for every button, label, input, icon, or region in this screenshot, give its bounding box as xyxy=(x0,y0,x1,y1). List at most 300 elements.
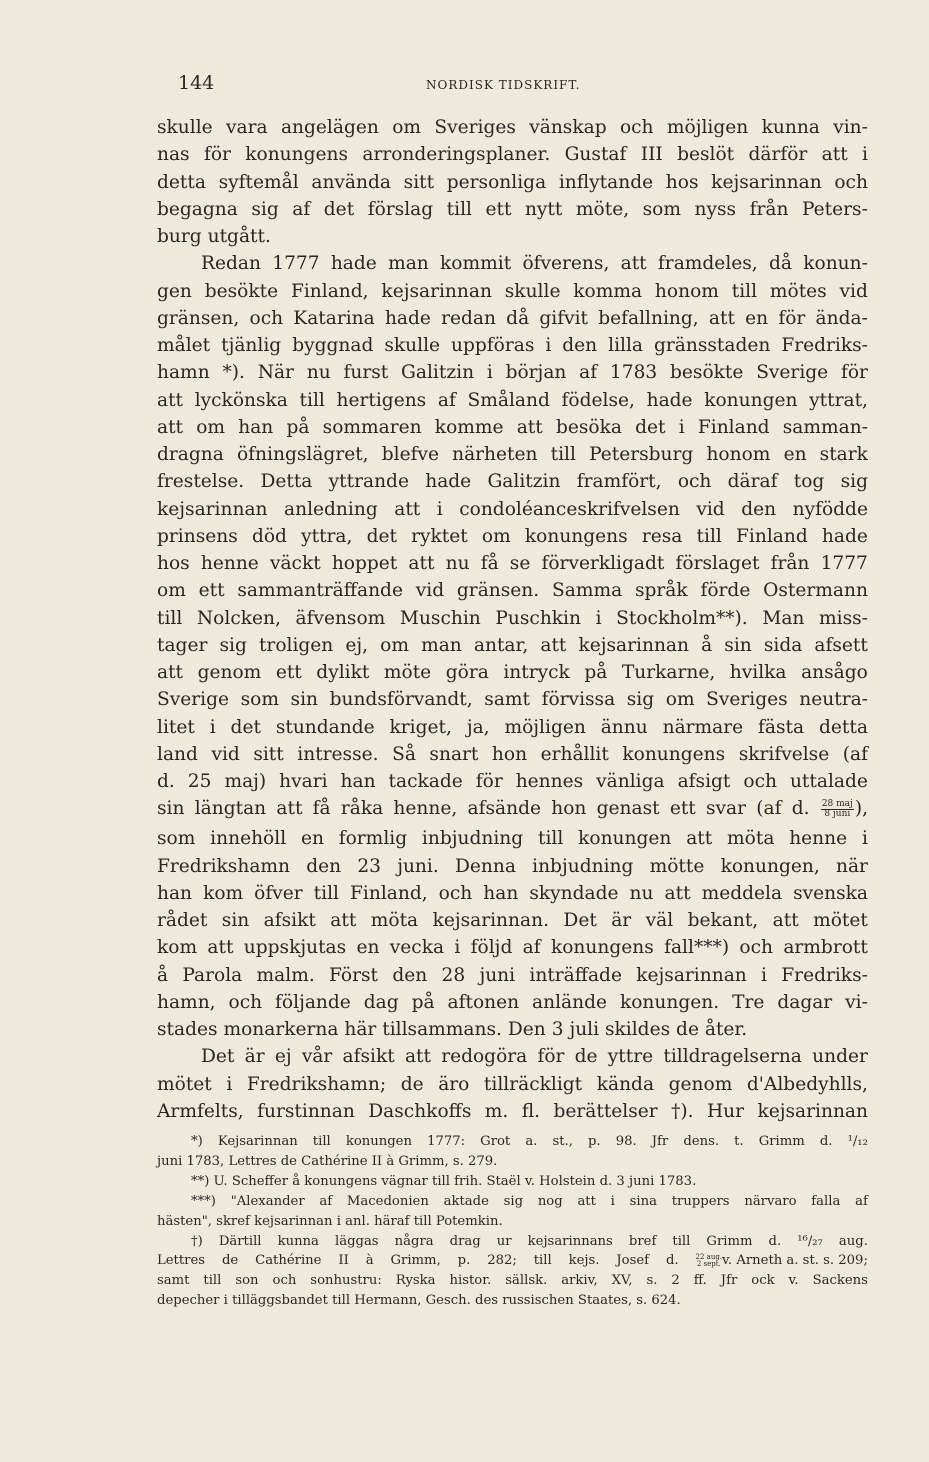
word: 28 xyxy=(441,964,466,986)
word: henne xyxy=(200,553,259,574)
word: hade xyxy=(646,389,693,411)
word: rådet xyxy=(157,910,208,931)
word: hamn, xyxy=(157,991,216,1013)
word: des xyxy=(475,1293,503,1309)
word: af xyxy=(522,937,541,959)
word: man xyxy=(421,634,462,656)
word: bekant, xyxy=(687,910,759,931)
word: vägnar xyxy=(381,1173,433,1189)
footnote-line xyxy=(157,1152,868,1172)
word: angelägen xyxy=(280,117,379,138)
word: konungen xyxy=(345,1134,412,1149)
word: blefve xyxy=(381,444,439,465)
word: condoléanceskrifvelsen xyxy=(459,498,680,520)
word: ända- xyxy=(815,307,868,329)
word: genom xyxy=(197,662,262,683)
word: kejsarinnan xyxy=(636,964,747,986)
word: konungen, xyxy=(720,855,820,877)
word: Cathérine xyxy=(255,1253,322,1269)
word: gifvit xyxy=(539,307,589,329)
word: skulle xyxy=(384,335,441,356)
page-number: 144 xyxy=(178,72,215,94)
word: skref xyxy=(216,1213,255,1229)
word: möjligen xyxy=(504,716,586,738)
word: Macedonien xyxy=(346,1193,429,1209)
word: hvari xyxy=(279,771,328,792)
word: II xyxy=(371,1153,387,1169)
text-line xyxy=(157,468,868,495)
word: besökte xyxy=(204,280,279,302)
word: à xyxy=(365,1253,374,1269)
word: hade xyxy=(821,525,868,547)
word: förverkligadt xyxy=(541,553,665,574)
text-line xyxy=(157,962,868,989)
word: kejs. xyxy=(568,1253,600,1269)
word: öfverens, xyxy=(522,253,610,275)
word: troligen xyxy=(258,634,334,656)
word: frih. xyxy=(454,1173,487,1189)
text-line xyxy=(157,880,868,907)
word: framfört, xyxy=(576,471,662,493)
word: Finland xyxy=(697,416,770,438)
word: kom xyxy=(157,937,198,959)
word: 3 xyxy=(616,1173,630,1189)
word: då xyxy=(768,253,792,275)
word: yttre xyxy=(607,1046,654,1068)
word: Jfr xyxy=(720,1273,738,1289)
word: svenska xyxy=(793,882,868,904)
word: s. xyxy=(636,1293,652,1309)
word: och xyxy=(619,117,654,138)
word: mötes xyxy=(769,280,827,302)
word: som xyxy=(240,689,279,711)
word: sig xyxy=(251,198,279,220)
word: 1777: xyxy=(427,1134,466,1149)
word: Först xyxy=(329,964,379,986)
word: d. xyxy=(819,1134,833,1149)
word: på xyxy=(584,662,608,683)
word: furstinnan xyxy=(257,1100,355,1122)
word: vin- xyxy=(833,117,868,138)
word: Parola xyxy=(182,964,243,986)
word: formlig xyxy=(338,828,408,850)
word: nyss xyxy=(694,198,737,220)
word: stark xyxy=(819,444,868,465)
word: det xyxy=(635,416,666,438)
word: gränsen, xyxy=(157,307,240,329)
word: Finland xyxy=(736,525,808,547)
word: Gesch. xyxy=(425,1293,475,1309)
word: beslöt xyxy=(677,144,735,166)
word: ej xyxy=(274,1046,292,1068)
word: få xyxy=(480,553,499,574)
word: aftonen xyxy=(447,991,520,1013)
word: Småland xyxy=(467,389,550,411)
word: målet xyxy=(157,335,211,356)
word: falla xyxy=(811,1193,841,1209)
word: afsände xyxy=(467,798,541,820)
word: sin xyxy=(290,689,318,711)
word: till xyxy=(672,1233,691,1249)
word: från xyxy=(749,198,789,220)
word: s. xyxy=(646,1273,658,1289)
word: Peters- xyxy=(801,198,868,220)
word: furst xyxy=(343,362,389,384)
word: Stockholm**). xyxy=(616,607,748,629)
word: förde xyxy=(700,580,751,602)
word: inträffade xyxy=(529,964,622,986)
word: Finland, xyxy=(290,280,369,302)
word: II xyxy=(338,1253,349,1269)
word: konun- xyxy=(803,253,868,275)
word: konungens xyxy=(245,144,349,166)
word: för xyxy=(203,144,231,166)
word: hertigens xyxy=(336,389,427,411)
word: till xyxy=(731,280,758,302)
word: intryck xyxy=(503,662,570,683)
word: d. xyxy=(599,1173,617,1189)
word: Staël xyxy=(486,1173,525,1189)
word: kejsarinnan xyxy=(254,1213,337,1229)
word: ej, xyxy=(345,634,369,656)
word: till xyxy=(299,389,325,411)
word: som xyxy=(157,828,196,850)
word: Fredrikshamn xyxy=(157,855,291,877)
word: kejsarinnan xyxy=(578,634,689,656)
word: ur xyxy=(496,1233,512,1249)
word: att xyxy=(207,937,234,959)
word: yttra, xyxy=(301,525,353,547)
word: redogöra xyxy=(441,1046,528,1068)
word: gen xyxy=(157,280,192,302)
word: Samma xyxy=(552,580,623,602)
word: för xyxy=(475,771,503,792)
word: i xyxy=(486,362,493,384)
word: skildes xyxy=(604,1019,677,1040)
word: att xyxy=(408,553,435,574)
word: till xyxy=(332,1293,355,1309)
word: histor. xyxy=(449,1273,492,1289)
word: juni xyxy=(479,964,516,986)
word: den xyxy=(741,498,777,520)
word: komme xyxy=(434,416,504,438)
word: om xyxy=(380,634,409,656)
word: samt xyxy=(484,689,531,711)
fraction-numerator: 22 aug. xyxy=(695,1252,723,1261)
text-line xyxy=(157,714,868,741)
word: de xyxy=(574,1046,598,1068)
footnote-line xyxy=(157,1271,868,1291)
word: som xyxy=(642,198,682,220)
word: början xyxy=(505,362,567,384)
word: afsigt xyxy=(677,771,731,792)
word: att xyxy=(404,1046,431,1068)
word: det xyxy=(323,198,355,220)
word: Sverige xyxy=(157,689,229,711)
word: skulle xyxy=(157,117,213,138)
word: utgått. xyxy=(207,226,271,247)
word: det xyxy=(230,716,261,738)
word: att xyxy=(330,910,357,931)
word: tjänlig xyxy=(221,335,282,356)
word: han xyxy=(238,416,274,438)
word: ¹/₁₂ xyxy=(847,1134,868,1149)
word: Fredrikshamn; xyxy=(246,1073,387,1095)
word: befallning, xyxy=(598,307,699,329)
text-line xyxy=(157,768,868,795)
text-line xyxy=(157,659,868,686)
word: fästa xyxy=(758,716,805,738)
word: till xyxy=(550,444,576,465)
word: i xyxy=(610,1193,615,1209)
word: neutra- xyxy=(799,689,868,711)
word: när xyxy=(835,855,868,877)
footnote-line xyxy=(157,1291,868,1311)
footnote-line xyxy=(157,1132,868,1152)
word: språk xyxy=(634,580,688,602)
word: miss- xyxy=(819,607,868,629)
word: hon xyxy=(551,798,587,820)
word: anl. xyxy=(345,1213,375,1229)
word: en xyxy=(300,828,324,850)
word: i xyxy=(678,416,685,438)
word: byggnad xyxy=(292,335,374,356)
word: till xyxy=(533,1253,552,1269)
text-line xyxy=(157,550,868,577)
word: ett xyxy=(198,580,225,602)
word: begagna xyxy=(157,198,238,220)
word: dens. xyxy=(683,1134,720,1149)
word: längtan xyxy=(194,798,267,820)
word: innehöll xyxy=(210,828,287,850)
word: (af xyxy=(842,743,868,765)
word: af xyxy=(437,389,456,411)
word: dagar xyxy=(777,991,833,1013)
word: Man xyxy=(762,607,805,629)
word: kända xyxy=(596,1073,655,1095)
word: stades xyxy=(157,1019,224,1040)
word: d. xyxy=(791,798,810,820)
word: att xyxy=(620,253,647,275)
word: till xyxy=(446,198,472,220)
word: inbjudning xyxy=(532,855,634,877)
word: Katarina xyxy=(293,307,375,329)
word: möjligen xyxy=(666,117,749,138)
word: hamn xyxy=(157,362,210,384)
word: inflytande xyxy=(558,171,654,193)
word: sig xyxy=(626,689,655,711)
word: Staates, xyxy=(577,1293,637,1309)
word: afsett xyxy=(814,634,868,656)
word: 2 xyxy=(671,1273,680,1289)
word: yttrande xyxy=(328,471,409,493)
fraction-group xyxy=(820,795,868,825)
word: samt xyxy=(157,1273,190,1289)
text-line xyxy=(157,1016,868,1043)
word: intresse. xyxy=(297,743,379,765)
word: i xyxy=(223,1293,233,1309)
word: konungen. xyxy=(619,991,720,1013)
word: sida xyxy=(763,634,803,656)
word: berättelser xyxy=(553,1100,658,1122)
word: det xyxy=(366,525,397,547)
word: malm. xyxy=(256,964,315,986)
word: och xyxy=(677,471,712,493)
word: sig xyxy=(840,471,868,493)
word: aktade xyxy=(443,1193,489,1209)
word: land xyxy=(157,743,198,765)
word: för xyxy=(537,1046,565,1068)
word: U. xyxy=(213,1173,232,1189)
word: nyfödde xyxy=(792,498,868,520)
word: hennes xyxy=(515,771,584,792)
word: Det xyxy=(563,910,597,931)
text-line xyxy=(157,632,868,659)
word: följd xyxy=(470,937,513,959)
word: sällsk. xyxy=(505,1273,548,1289)
word: d. xyxy=(665,1253,679,1269)
word: antar, xyxy=(473,634,529,656)
word: genast xyxy=(596,798,660,820)
word: henne, xyxy=(393,798,458,820)
word: Galitzin xyxy=(487,471,561,493)
word: Hur xyxy=(706,1100,745,1122)
word: tillräckligt xyxy=(483,1073,583,1095)
text-line xyxy=(157,359,868,386)
text-line xyxy=(157,853,868,880)
word: närmare xyxy=(662,716,744,738)
word: Daschkoffs xyxy=(368,1100,472,1122)
word: anledning xyxy=(284,498,378,520)
word: skyndade xyxy=(529,882,619,904)
word: Potemkin. xyxy=(435,1213,503,1229)
word: à xyxy=(386,1153,399,1169)
word: 624. xyxy=(651,1293,681,1309)
word: hade xyxy=(425,471,472,493)
word: vänskap xyxy=(529,117,607,138)
word: juni xyxy=(157,1153,187,1169)
text-line xyxy=(157,934,868,961)
word: "Alexander xyxy=(230,1193,305,1209)
word: Ryska xyxy=(395,1273,436,1289)
word: i xyxy=(226,1073,233,1095)
word: henne xyxy=(789,828,848,850)
word: att xyxy=(516,416,543,438)
word: tilldragelserna xyxy=(663,1046,802,1068)
word: d. xyxy=(768,1233,782,1249)
text-line xyxy=(157,441,868,468)
text-line xyxy=(157,1098,868,1125)
word: använda xyxy=(311,171,391,193)
word: i xyxy=(545,335,552,356)
word: sig xyxy=(503,1193,524,1209)
word: 1783 xyxy=(609,362,658,384)
word: sina xyxy=(629,1193,657,1209)
word: burg xyxy=(157,226,208,247)
word: att xyxy=(394,498,421,520)
word: Detta xyxy=(260,471,313,493)
word: Fredriks- xyxy=(781,335,868,356)
word: och xyxy=(228,991,263,1013)
word: v. xyxy=(788,1273,799,1289)
word: af xyxy=(855,1193,868,1209)
word: sammanträffande xyxy=(237,580,403,602)
word: d. xyxy=(157,771,175,792)
word: t. xyxy=(734,1134,744,1149)
word: besöka xyxy=(555,416,622,438)
word: om xyxy=(665,689,695,711)
footnote-line xyxy=(157,1232,868,1252)
text-line xyxy=(157,114,868,141)
word: russischen xyxy=(502,1293,578,1309)
fraction-suffix: v. Arneth a. st. s. 209; xyxy=(722,1253,868,1269)
word: öfningslägret, xyxy=(236,444,369,465)
word: sin xyxy=(221,910,250,931)
word: När xyxy=(257,362,294,384)
word: a. xyxy=(525,1134,538,1149)
word: hos xyxy=(157,553,190,574)
word: lilla xyxy=(608,335,643,356)
word: nog xyxy=(537,1193,563,1209)
word: inbjudning xyxy=(421,828,524,850)
word: att xyxy=(157,389,184,411)
text-line xyxy=(157,795,868,825)
word: de xyxy=(676,1019,705,1040)
word: i xyxy=(761,964,767,986)
word: Nolcken, xyxy=(196,607,281,629)
word: Gustaf xyxy=(564,144,627,166)
word: st., xyxy=(552,1134,573,1149)
word: †) xyxy=(191,1233,203,1249)
word: nu xyxy=(445,553,470,574)
text-line xyxy=(157,741,868,768)
word: Sveriges xyxy=(434,117,516,138)
word: ¹⁶/₂₇ xyxy=(797,1233,823,1249)
word: sin xyxy=(157,798,185,820)
word: födelse, xyxy=(561,389,635,411)
word: i xyxy=(436,498,443,520)
word: afsikt xyxy=(263,910,316,931)
word: frestelse. xyxy=(157,471,245,493)
word: följande xyxy=(275,991,351,1013)
word: de xyxy=(280,1153,302,1169)
text-line xyxy=(157,250,868,277)
word: möte, xyxy=(575,198,630,220)
fraction-numerator: 28 maj xyxy=(821,798,853,809)
word: kejsarinnans xyxy=(527,1233,613,1249)
word: ansågo xyxy=(801,662,868,683)
word: råka xyxy=(340,798,384,820)
text-line xyxy=(157,223,868,250)
word: gränsstaden xyxy=(653,335,771,356)
word: nu xyxy=(306,362,331,384)
word: juni xyxy=(629,1173,659,1189)
word: uppskjutas xyxy=(243,937,347,959)
word: vara xyxy=(226,117,268,138)
text-line xyxy=(157,496,868,523)
word: och xyxy=(739,937,773,959)
word: till xyxy=(157,607,183,629)
word: m. xyxy=(484,1100,509,1122)
word: p. xyxy=(587,1134,601,1149)
word: kejsarinnan xyxy=(757,1100,868,1122)
word: till xyxy=(538,828,564,850)
text-line xyxy=(157,196,868,223)
word: **) xyxy=(191,1173,214,1189)
word: att xyxy=(157,662,184,683)
word: Turkarne, xyxy=(621,662,716,683)
word: om xyxy=(157,580,186,602)
